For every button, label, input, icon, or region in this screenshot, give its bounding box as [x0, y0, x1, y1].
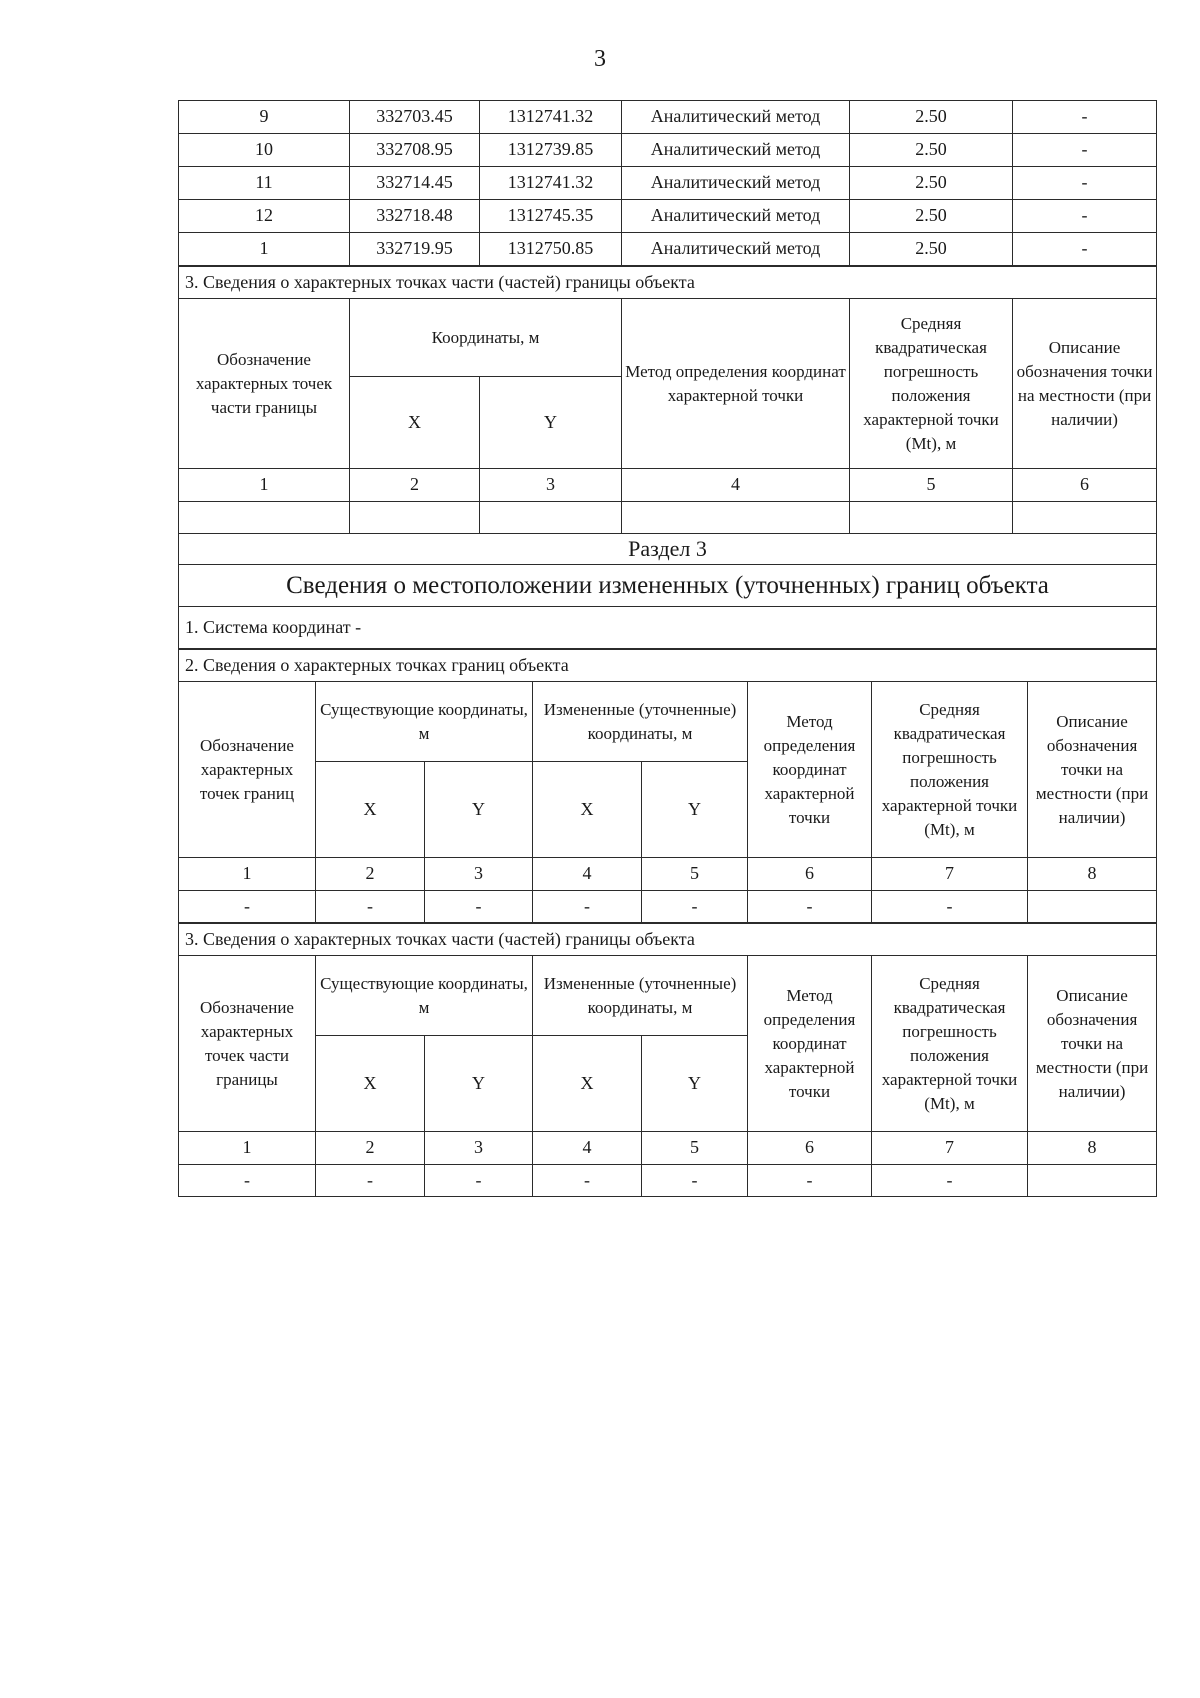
description-header: Описание обозначения точки на местности (при наличии)	[1013, 299, 1157, 469]
column-number: 6	[1013, 469, 1157, 502]
column-number: 7	[872, 1132, 1028, 1165]
data-cell: -	[316, 891, 425, 923]
column-number: 8	[1028, 1132, 1157, 1165]
column-number: 2	[316, 1132, 425, 1165]
y-header: Y	[642, 1036, 748, 1132]
data-cell: -	[748, 1165, 872, 1197]
column-number: 1	[179, 469, 350, 502]
y-cell: 1312741.32	[480, 167, 622, 200]
data-cell: -	[533, 1165, 642, 1197]
y-cell: 1312750.85	[480, 233, 622, 266]
table-row	[179, 233, 1157, 266]
table-row	[179, 1165, 1157, 1197]
table-row	[179, 267, 1157, 299]
mt-header: Средняя квадратическая погрешность положения характерной точки (Mt), м	[872, 682, 1028, 858]
x-header: X	[533, 1036, 642, 1132]
x-header: X	[533, 762, 642, 858]
section-caption: 2. Сведения о характерных точках границ объекта	[179, 650, 1157, 682]
desc-cell: -	[1013, 200, 1157, 233]
column-number: 5	[642, 858, 748, 891]
mt-cell: 2.50	[850, 167, 1013, 200]
x-header: X	[350, 377, 480, 469]
y-header: Y	[425, 1036, 533, 1132]
data-cell: -	[425, 1165, 533, 1197]
existing-coordinates-header: Существующие координаты, м	[316, 956, 533, 1036]
table-row	[179, 167, 1157, 200]
data-cell: -	[642, 1165, 748, 1197]
method-cell: Аналитический метод	[622, 101, 850, 134]
description-header: Описание обозначения точки на местности (при наличии)	[1028, 682, 1157, 858]
data-cell	[1028, 891, 1157, 923]
section-subtitle-row	[179, 565, 1157, 607]
mt-cell: 2.50	[850, 200, 1013, 233]
table-row	[179, 299, 1157, 377]
changed-coordinates-header: Измененные (уточненные) координаты, м	[533, 956, 748, 1036]
section-caption: 3. Сведения о характерных точках части (частей) границы объекта	[179, 924, 1157, 956]
point-cell: 9	[179, 101, 350, 134]
point-cell: 1	[179, 233, 350, 266]
section3-points-table	[178, 649, 1157, 923]
description-header: Описание обозначения точки на местности (при наличии)	[1028, 956, 1157, 1132]
data-cell: -	[179, 891, 316, 923]
data-cell	[1028, 1165, 1157, 1197]
column-number: 8	[1028, 858, 1157, 891]
column-number: 2	[350, 469, 480, 502]
section-title-row	[179, 534, 1157, 565]
table-row	[179, 956, 1157, 1036]
column-number: 3	[425, 858, 533, 891]
coordinate-system: 1. Система координат -	[179, 607, 1157, 649]
table-row	[179, 891, 1157, 923]
method-header: Метод определения координат характерной точки	[622, 299, 850, 469]
column-number: 6	[748, 858, 872, 891]
section-subtitle: Сведения о местоположении измененных (уточненных) границ объекта	[179, 565, 1157, 607]
column-number: 1	[179, 858, 316, 891]
method-cell: Аналитический метод	[622, 134, 850, 167]
data-cell: -	[872, 891, 1028, 923]
point-cell: 10	[179, 134, 350, 167]
designation-header: Обозначение характерных точек границ	[179, 682, 316, 858]
x-cell: 332708.95	[350, 134, 480, 167]
table-row	[179, 101, 1157, 134]
table-row	[179, 924, 1157, 956]
y-header: Y	[642, 762, 748, 858]
column-number: 4	[533, 858, 642, 891]
data-cell: -	[425, 891, 533, 923]
x-cell: 332719.95	[350, 233, 480, 266]
existing-coordinates-header: Существующие координаты, м	[316, 682, 533, 762]
desc-cell: -	[1013, 134, 1157, 167]
table-row	[179, 134, 1157, 167]
x-cell: 332714.45	[350, 167, 480, 200]
method-cell: Аналитический метод	[622, 167, 850, 200]
coordinate-system-row	[179, 607, 1157, 649]
data-cell: -	[642, 891, 748, 923]
section2-parts-table	[178, 266, 1157, 649]
mt-cell: 2.50	[850, 134, 1013, 167]
column-number-row	[179, 1132, 1157, 1165]
page-number: 3	[594, 46, 606, 72]
table-row	[179, 650, 1157, 682]
column-number: 2	[316, 858, 425, 891]
column-number: 6	[748, 1132, 872, 1165]
mt-header: Средняя квадратическая погрешность положения характерной точки (Mt), м	[872, 956, 1028, 1132]
column-number: 5	[850, 469, 1013, 502]
mt-header: Средняя квадратическая погрешность положения характерной точки (Mt), м	[850, 299, 1013, 469]
x-cell: 332718.48	[350, 200, 480, 233]
point-cell: 12	[179, 200, 350, 233]
data-cell: -	[872, 1165, 1028, 1197]
column-number: 3	[480, 469, 622, 502]
y-cell: 1312745.35	[480, 200, 622, 233]
desc-cell: -	[1013, 167, 1157, 200]
desc-cell: -	[1013, 101, 1157, 134]
x-header: X	[316, 1036, 425, 1132]
data-cell: -	[316, 1165, 425, 1197]
designation-header: Обозначение характерных точек части границы	[179, 956, 316, 1132]
column-number: 5	[642, 1132, 748, 1165]
section3-parts-table	[178, 923, 1157, 1197]
data-cell: -	[533, 891, 642, 923]
section2-points-table	[178, 100, 1157, 266]
column-number: 7	[872, 858, 1028, 891]
method-header: Метод определения координат характерной точки	[748, 682, 872, 858]
column-number: 4	[533, 1132, 642, 1165]
y-header: Y	[425, 762, 533, 858]
x-cell: 332703.45	[350, 101, 480, 134]
x-header: X	[316, 762, 425, 858]
mt-cell: 2.50	[850, 233, 1013, 266]
method-cell: Аналитический метод	[622, 200, 850, 233]
table-row	[179, 200, 1157, 233]
method-header: Метод определения координат характерной точки	[748, 956, 872, 1132]
column-number: 4	[622, 469, 850, 502]
column-number: 1	[179, 1132, 316, 1165]
y-cell: 1312739.85	[480, 134, 622, 167]
point-cell: 11	[179, 167, 350, 200]
column-number-row	[179, 858, 1157, 891]
desc-cell: -	[1013, 233, 1157, 266]
column-number: 3	[425, 1132, 533, 1165]
coordinates-header: Координаты, м	[350, 299, 622, 377]
mt-cell: 2.50	[850, 101, 1013, 134]
method-cell: Аналитический метод	[622, 233, 850, 266]
data-cell: -	[179, 1165, 316, 1197]
designation-header: Обозначение характерных точек части границы	[179, 299, 350, 469]
y-cell: 1312741.32	[480, 101, 622, 134]
data-cell: -	[748, 891, 872, 923]
section-caption: 3. Сведения о характерных точках части (частей) границы объекта	[179, 267, 1157, 299]
y-header: Y	[480, 377, 622, 469]
document-body	[178, 100, 1156, 1197]
table-row	[179, 682, 1157, 762]
section-title: Раздел 3	[179, 534, 1157, 565]
changed-coordinates-header: Измененные (уточненные) координаты, м	[533, 682, 748, 762]
column-number-row	[179, 469, 1157, 502]
empty-row	[179, 502, 1157, 534]
